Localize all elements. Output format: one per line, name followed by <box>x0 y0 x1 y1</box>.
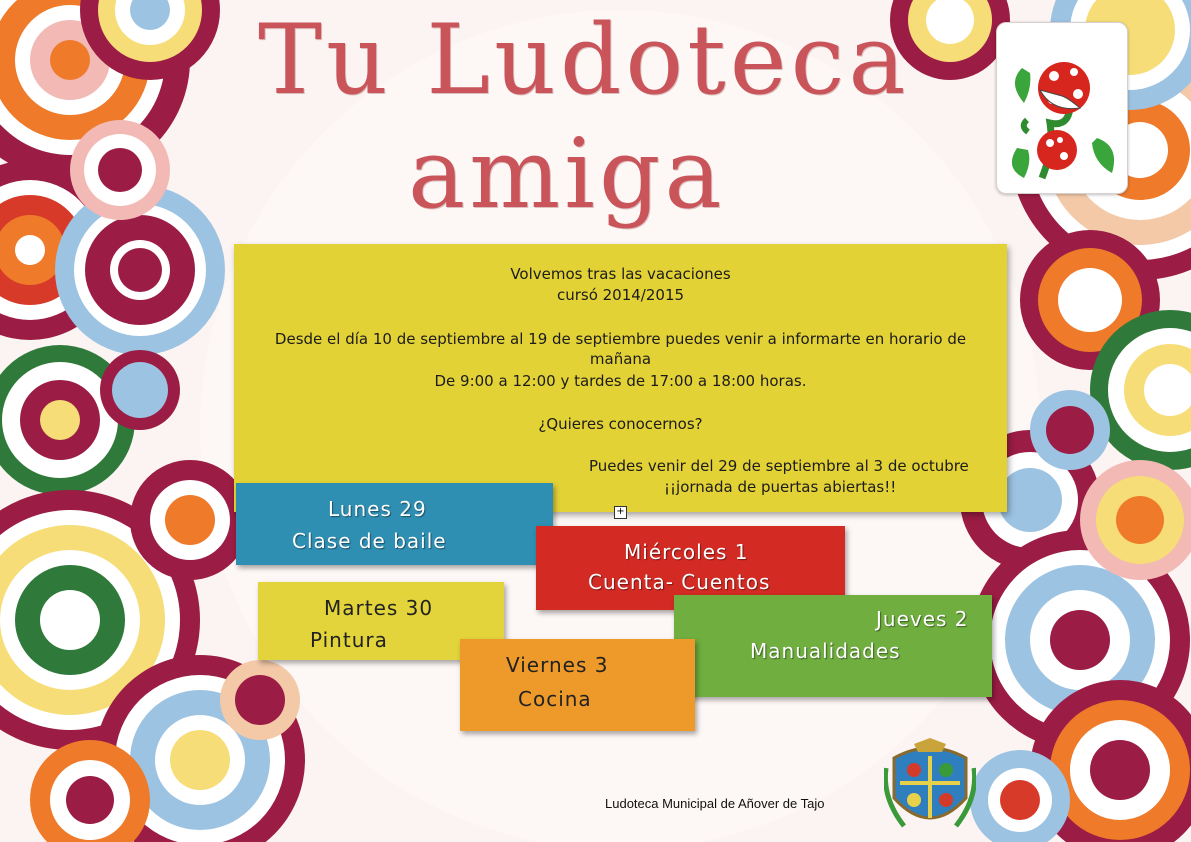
decorative-circle <box>1050 610 1110 670</box>
notice-line-2: cursó 2014/2015 <box>556 286 685 304</box>
card-viernes <box>460 639 695 731</box>
card-martes-activity: Pintura <box>310 628 388 652</box>
card-jueves <box>674 595 992 697</box>
notice-box <box>234 244 1007 512</box>
notice-line-6: ¿Quieres conocernos? <box>538 415 703 433</box>
card-lunes-day: Lunes 29 <box>328 497 427 521</box>
decorative-circle <box>1058 268 1122 332</box>
card-martes-day: Martes 30 <box>324 596 434 620</box>
decorative-circle <box>40 400 80 440</box>
page-title-line2: amiga <box>408 118 726 230</box>
card-miercoles-activity: Cuenta- Cuentos <box>588 570 771 594</box>
decorative-circle <box>170 730 230 790</box>
notice-line-3: Desde el día 10 de septiembre al 19 de septiembre puedes venir a informarte en horario de <box>274 330 967 348</box>
decorative-circle <box>1090 740 1150 800</box>
card-viernes-day: Viernes 3 <box>506 653 609 677</box>
card-lunes <box>236 483 553 565</box>
decorative-circle <box>998 468 1062 532</box>
decorative-circle <box>66 776 114 824</box>
notice-line-1: Volvemos tras las vacaciones <box>510 265 731 283</box>
card-jueves-day: Jueves 2 <box>876 607 969 631</box>
decorative-circle <box>40 590 100 650</box>
decorative-circle <box>98 148 142 192</box>
piranha-plant-icon <box>1002 28 1122 188</box>
notice-line-5: De 9:00 a 12:00 y tardes de 17:00 a 18:00 horas. <box>434 372 807 390</box>
card-jueves-activity: Manualidades <box>750 639 901 663</box>
coat-of-arms-icon <box>884 738 976 838</box>
card-miercoles-day: Miércoles 1 <box>624 540 749 564</box>
mascot-frame <box>996 22 1128 194</box>
decorative-circle <box>112 362 168 418</box>
decorative-circle <box>15 235 45 265</box>
decorative-circle <box>165 495 215 545</box>
notice-line-8: ¡¡jornada de puertas abiertas!! <box>664 478 897 496</box>
decorative-circle <box>1046 406 1094 454</box>
decorative-circle <box>1000 780 1040 820</box>
card-lunes-activity: Clase de baile <box>292 529 447 553</box>
decorative-circle <box>235 675 285 725</box>
decorative-circle <box>50 40 90 80</box>
page-title-line1: Tu Ludoteca <box>258 4 910 116</box>
plus-icon[interactable]: + <box>614 506 627 519</box>
decorative-circle <box>118 248 162 292</box>
footer-text: Ludoteca Municipal de Añover de Tajo <box>605 796 825 811</box>
card-viernes-activity: Cocina <box>518 687 592 711</box>
notice-line-4: mañana <box>589 350 652 368</box>
notice-line-7: Puedes venir del 29 de septiembre al 3 de octubre <box>589 457 969 475</box>
decorative-circle <box>1116 496 1164 544</box>
